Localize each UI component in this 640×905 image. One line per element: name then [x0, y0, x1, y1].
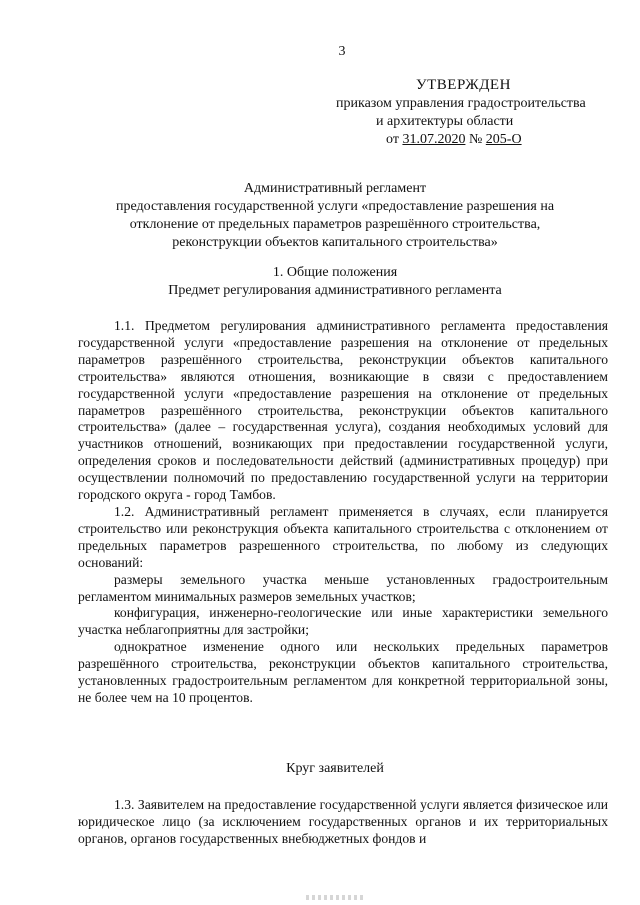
document-title-line-2: предоставления государственной услуги «предоставление разрешения на [115, 199, 555, 214]
section-1-heading-block [70, 264, 600, 300]
applicants-body [78, 797, 608, 848]
section-1-subheading: Предмет регулирования административного регламента [168, 283, 502, 298]
section-1-body [78, 318, 608, 707]
document-title-line-4: реконструкции объектов капитального строительства» [172, 235, 498, 250]
paragraph-1-2-b: конфигурация, инженерно-геологические или иные характеристики земельного участка неблагоприятны для застройки; [78, 605, 608, 638]
paragraph-1-1: 1.1. Предметом регулирования административного регламента предоставления государственной услуги «предоставление разрешения на отклонение от предельных параметров разрешённого строительства, реконструкции объектов капитального строительства» являются отношения, возникающие в связи с предоставлением государственной услуги «предоставление разрешения на отклонение от предельных параметров разрешённого строительства, реконструкции объектов капитального строительства» (далее – государственная услуга), создания необходимых условий для участников отношений, возникающих при предоставлении государственной услуги, определения сроков и последовательности действий (административных процедур) при осуществлении полномочий по предоставлению государственной услуги на территории городского округа - город Тамбов. [78, 318, 608, 503]
section-1-heading: 1. Общие положения [272, 265, 398, 280]
page-number: 3 [338, 44, 346, 59]
paragraph-1-3: 1.3. Заявителем на предоставление государственной услуги является физическое или юридическое лицо (за исключением государственных органов и их территориальных органов, органов государственных внебюджетных фондов и [78, 797, 608, 846]
document-title [70, 180, 600, 252]
paragraph-1-2-a: размеры земельного участка меньше установленных градостроительным регламентом минимальных размеров земельных участков; [78, 571, 608, 604]
approval-line-2: и архитектуры области [376, 114, 514, 129]
document-title-line-3: отклонение от предельных параметров разрешённого строительства, [129, 217, 541, 232]
approval-line-1: приказом управления градостроительства [336, 96, 586, 111]
paragraph-1-2: 1.2. Административный регламент применяется в случаях, если планируется строительство или реконструкция объекта капитального строительства с отклонением от предельных параметров разрешенного строительства, по любому из следующих оснований: [78, 503, 608, 570]
approval-number-sign: № [465, 132, 486, 147]
document-title-line-1: Административный регламент [243, 181, 427, 196]
approval-date-prefix: от [386, 132, 403, 147]
approval-title: УТВЕРЖДЕН [416, 77, 511, 93]
page-bottom-fragment [306, 895, 364, 900]
approval-line-3 [336, 131, 626, 149]
paragraph-1-2-c: однократное изменение одного или нескольких предельных параметров разрешённого строительства, реконструкции объектов капитального строительства, установленных градостроительным регламентом для конкретной территориальной зоны, не более чем на 10 процентов. [78, 639, 608, 705]
applicants-heading: Круг заявителей [286, 761, 384, 776]
approval-order-number: 205-О [485, 132, 522, 147]
approval-block [336, 76, 626, 149]
approval-date: 31.07.2020 [402, 132, 466, 147]
applicants-heading-block [70, 760, 600, 778]
